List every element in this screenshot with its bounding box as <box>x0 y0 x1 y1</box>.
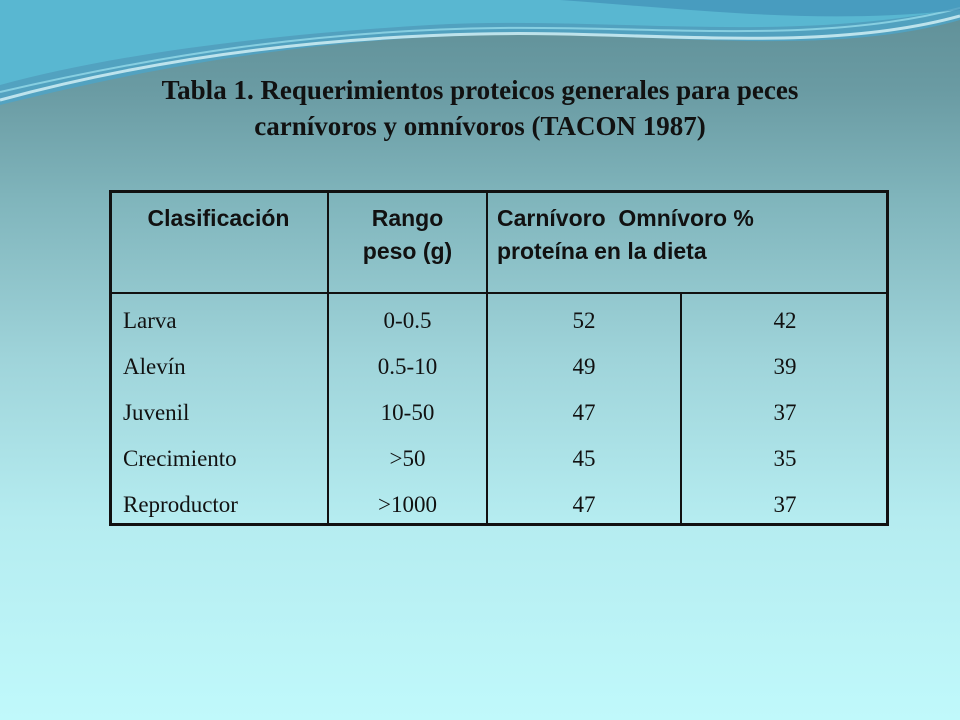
cell-clasificacion: Larva <box>123 308 177 333</box>
cell-omnivoro: 37 <box>773 492 797 517</box>
slide-title-line2: carnívoros y omnívoros (TACON 1987) <box>254 111 706 141</box>
cell-clasificacion: Reproductor <box>123 492 238 517</box>
cell-carnivoro: 47 <box>572 492 596 517</box>
cell-omnivoro: 42 <box>773 308 797 333</box>
column-clasificacion <box>123 298 323 528</box>
column-rango-peso <box>328 298 487 528</box>
cell-rango-peso: 0.5-10 <box>377 354 438 379</box>
cell-omnivoro: 37 <box>773 400 797 425</box>
cell-carnivoro: 49 <box>572 354 596 379</box>
cell-omnivoro: 35 <box>773 446 797 471</box>
cell-carnivoro: 52 <box>572 308 596 333</box>
cell-omnivoro: 39 <box>773 354 797 379</box>
slide-title <box>60 72 900 144</box>
header-clasificacion: Clasificación <box>147 205 290 231</box>
cell-rango-peso: 0-0.5 <box>383 308 432 333</box>
cell-carnivoro: 45 <box>572 446 596 471</box>
protein-requirements-table <box>109 190 889 526</box>
cell-rango-peso: >50 <box>389 446 426 471</box>
header-rango-peso: Rango peso (g) <box>362 205 453 264</box>
cell-carnivoro: 47 <box>572 400 596 425</box>
cell-clasificacion: Juvenil <box>123 400 190 425</box>
column-carnivoro <box>487 298 681 528</box>
cell-clasificacion: Crecimiento <box>123 446 237 471</box>
slide-title-line1: Tabla 1. Requerimientos proteicos generales para peces <box>161 75 799 105</box>
cell-rango-peso: 10-50 <box>380 400 435 425</box>
header-proteina-dieta: Carnívoro Omnívoro % proteína en la dieta <box>497 205 754 264</box>
cell-rango-peso: >1000 <box>378 492 437 517</box>
cell-clasificacion: Alevín <box>123 354 186 379</box>
column-omnivoro <box>681 298 889 528</box>
